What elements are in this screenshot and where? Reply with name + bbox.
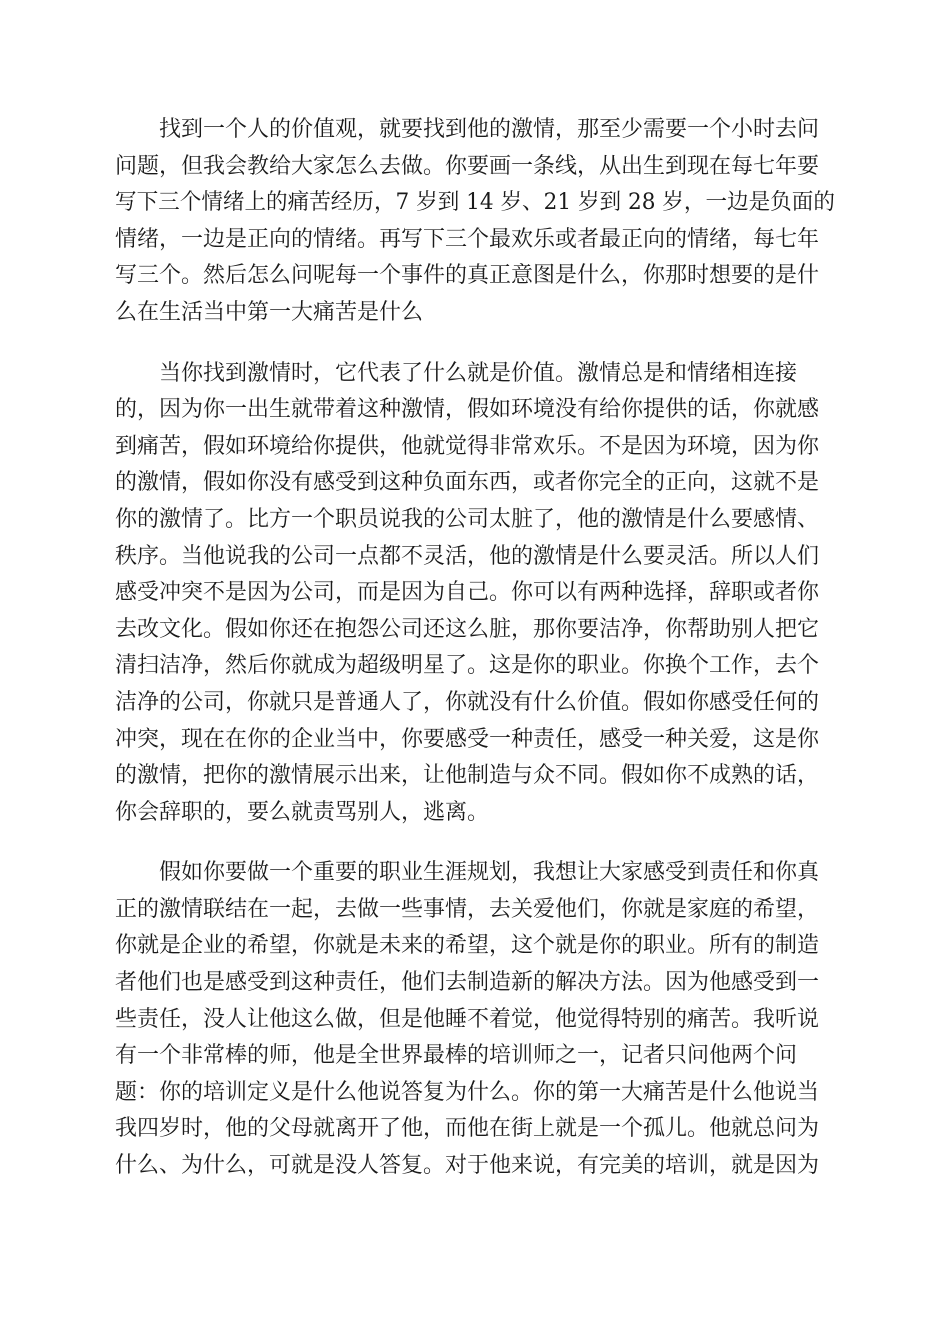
paragraph-3 <box>115 855 835 1184</box>
text-line: 者他们也是感受到这种责任，他们去制造新的解决方法。因为他感受到一 <box>115 970 820 996</box>
text-line: 当你找到激情时，它代表了什么就是价值。激情总是和情绪相连接 <box>159 360 798 386</box>
text-line: 清扫洁净，然后你就成为超级明星了。这是你的职业。你换个工作，去个 <box>115 653 820 679</box>
text-line: 你的激情了。比方一个职员说我的公司太脏了，他的激情是什么要感情、 <box>115 506 820 532</box>
text-line: 你会辞职的，要么就责骂别人，逃离。 <box>115 799 490 825</box>
document-body <box>115 112 835 1209</box>
text-line: 你就是企业的希望，你就是未来的希望，这个就是你的职业。所有的制造 <box>115 933 820 959</box>
text-line: 些责任，没人让他这么做，但是他睡不着觉，他觉得特别的痛苦。我听说 <box>115 1006 820 1032</box>
text-line: 么在生活当中第一大痛苦是什么 <box>115 299 424 325</box>
text-line: 假如你要做一个重要的职业生涯规划，我想让大家感受到责任和你真 <box>159 860 820 886</box>
text-line: 的激情，假如你没有感受到这种负面东西，或者你完全的正向，这就不是 <box>115 470 820 496</box>
text-line: 写三个。然后怎么问呢每一个事件的真正意图是什么，你那时想要的是什 <box>115 263 820 289</box>
text-line: 有一个非常棒的师，他是全世界最棒的培训师之一，记者只问他两个问 <box>115 1043 798 1069</box>
text-line: 秩序。当他说我的公司一点都不灵活，他的激情是什么要灵活。所以人们 <box>115 543 820 569</box>
text-line: 的，因为你一出生就带着这种激情，假如环境没有给你提供的话，你就感 <box>115 397 820 423</box>
text-line: 找到一个人的价值观，就要找到他的激情，那至少需要一个小时去问 <box>159 117 820 142</box>
text-line: 的激情，把你的激情展示出来，让他制造与众不同。假如你不成熟的话， <box>115 763 820 789</box>
text-line: 写下三个情绪上的痛苦经历，7 岁到 14 岁、21 岁到 28 岁，一边是负面的 <box>115 190 835 216</box>
text-line: 什么、为什么，可就是没人答复。对于他来说，有完美的培训，就是因为 <box>115 1153 820 1179</box>
paragraph-1 <box>115 112 835 332</box>
text-line: 洁净的公司，你就只是普通人了，你就没有什么价值。假如你感受任何的 <box>115 689 820 715</box>
text-line: 冲突，现在在你的企业当中，你要感受一种责任，感受一种关爱，这是你 <box>115 726 820 752</box>
text-line: 去改文化。假如你还在抱怨公司还这么脏，那你要洁净，你帮助别人把它 <box>115 616 820 642</box>
text-line: 我四岁时，他的父母就离开了他，而他在街上就是一个孤儿。他就总问为 <box>115 1116 820 1142</box>
text-line: 题：你的培训定义是什么他说答复为什么。你的第一大痛苦是什么他说当 <box>115 1079 820 1105</box>
text-line: 到痛苦，假如环境给你提供，他就觉得非常欢乐。不是因为环境，因为你 <box>115 433 820 459</box>
text-line: 问题，但我会教给大家怎么去做。你要画一条线，从出生到现在每七年要 <box>115 153 820 179</box>
paragraph-2 <box>115 356 835 832</box>
text-line: 情绪，一边是正向的情绪。再写下三个最欢乐或者最正向的情绪，每七年 <box>115 226 820 252</box>
text-line: 感受冲突不是因为公司，而是因为自己。你可以有两种选择，辞职或者你 <box>115 580 820 606</box>
text-line: 正的激情联结在一起，去做一些事情，去关爱他们，你就是家庭的希望， <box>115 896 820 922</box>
